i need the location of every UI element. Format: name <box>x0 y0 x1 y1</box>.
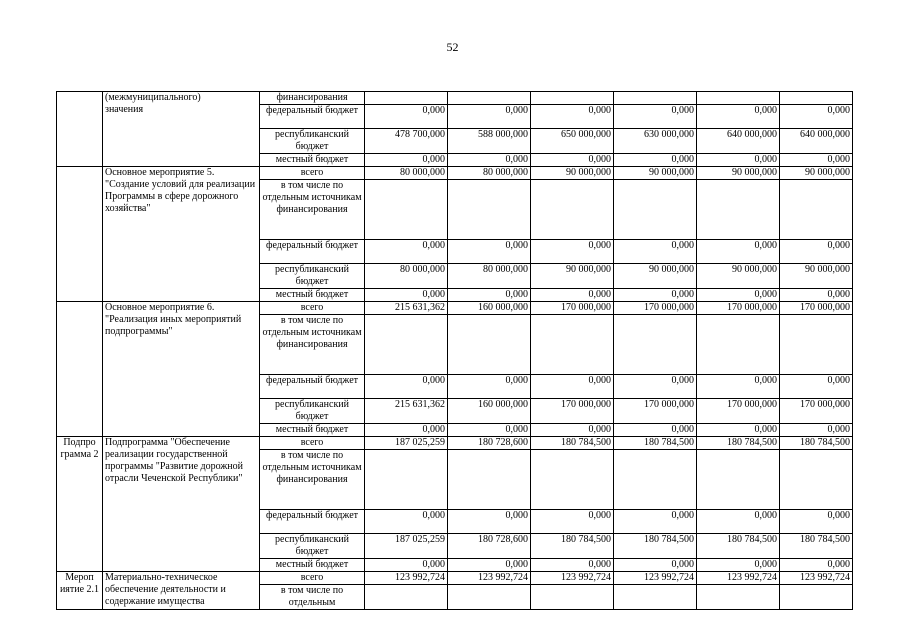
amount-cell: 0,000 <box>448 105 531 129</box>
program-name: Основное мероприятие 6. "Реализация иных мероприятий подпрограммы" <box>103 302 260 437</box>
amount-cell: 0,000 <box>365 510 448 534</box>
amount-cell: 0,000 <box>614 510 697 534</box>
amount-cell: 0,000 <box>697 289 780 302</box>
amount-cell: 0,000 <box>365 424 448 437</box>
amount-cell: 180 784,500 <box>697 534 780 559</box>
amount-cell: 90 000,000 <box>614 167 697 180</box>
funding-source: федеральный бюджет <box>260 375 365 399</box>
funding-source: республиканский бюджет <box>260 534 365 559</box>
funding-source: в том числе по отдельным источникам финансирования <box>260 315 365 375</box>
amount-cell <box>365 180 448 240</box>
amount-cell: 0,000 <box>448 289 531 302</box>
amount-cell <box>531 180 614 240</box>
amount-cell: 0,000 <box>365 240 448 264</box>
amount-cell: 170 000,000 <box>614 399 697 424</box>
table-row <box>57 167 853 180</box>
amount-cell: 0,000 <box>697 424 780 437</box>
amount-cell <box>614 450 697 510</box>
amount-cell: 180 784,500 <box>780 534 853 559</box>
amount-cell: 187 025,259 <box>365 437 448 450</box>
amount-cell: 0,000 <box>448 424 531 437</box>
amount-cell: 0,000 <box>365 559 448 572</box>
amount-cell: 0,000 <box>697 105 780 129</box>
amount-cell <box>697 315 780 375</box>
amount-cell: 0,000 <box>531 510 614 534</box>
table-row <box>57 302 853 315</box>
funding-source: республиканский бюджет <box>260 399 365 424</box>
amount-cell <box>531 315 614 375</box>
amount-cell: 170 000,000 <box>697 302 780 315</box>
amount-cell <box>697 585 780 610</box>
amount-cell: 170 000,000 <box>697 399 780 424</box>
funding-source: в том числе по отдельным источникам финансирования <box>260 180 365 240</box>
amount-cell: 187 025,259 <box>365 534 448 559</box>
amount-cell: 0,000 <box>365 154 448 167</box>
amount-cell: 0,000 <box>614 559 697 572</box>
program-code <box>57 92 103 167</box>
amount-cell: 0,000 <box>697 375 780 399</box>
funding-source: федеральный бюджет <box>260 510 365 534</box>
amount-cell: 180 728,600 <box>448 534 531 559</box>
amount-cell: 180 784,500 <box>531 437 614 450</box>
amount-cell: 80 000,000 <box>448 167 531 180</box>
amount-cell: 160 000,000 <box>448 302 531 315</box>
amount-cell: 90 000,000 <box>531 264 614 289</box>
amount-cell: 90 000,000 <box>780 264 853 289</box>
amount-cell: 0,000 <box>614 375 697 399</box>
amount-cell <box>531 92 614 105</box>
amount-cell <box>780 585 853 610</box>
funding-source: всего <box>260 437 365 450</box>
funding-source: местный бюджет <box>260 289 365 302</box>
amount-cell: 180 784,500 <box>780 437 853 450</box>
amount-cell: 0,000 <box>614 289 697 302</box>
amount-cell: 90 000,000 <box>697 167 780 180</box>
amount-cell: 0,000 <box>780 105 853 129</box>
amount-cell <box>448 92 531 105</box>
amount-cell: 0,000 <box>531 289 614 302</box>
amount-cell: 0,000 <box>448 510 531 534</box>
program-name: Подпрограмма "Обеспечение реализации государственной программы "Развитие дорожной отрасли Чеченской Республики" <box>103 437 260 572</box>
funding-source: местный бюджет <box>260 154 365 167</box>
amount-cell: 0,000 <box>780 424 853 437</box>
amount-cell: 0,000 <box>531 559 614 572</box>
amount-cell: 0,000 <box>365 105 448 129</box>
funding-source: федеральный бюджет <box>260 105 365 129</box>
funding-source: финансирования <box>260 92 365 105</box>
amount-cell: 123 992,724 <box>531 572 614 585</box>
amount-cell <box>448 180 531 240</box>
amount-cell: 123 992,724 <box>614 572 697 585</box>
amount-cell <box>531 450 614 510</box>
funding-source: всего <box>260 572 365 585</box>
amount-cell: 0,000 <box>614 105 697 129</box>
table-row <box>57 92 853 105</box>
funding-source: местный бюджет <box>260 424 365 437</box>
amount-cell: 0,000 <box>697 240 780 264</box>
amount-cell <box>614 92 697 105</box>
amount-cell: 0,000 <box>448 154 531 167</box>
amount-cell: 90 000,000 <box>697 264 780 289</box>
amount-cell: 0,000 <box>531 240 614 264</box>
amount-cell <box>697 92 780 105</box>
amount-cell: 123 992,724 <box>448 572 531 585</box>
amount-cell <box>448 585 531 610</box>
amount-cell: 0,000 <box>697 559 780 572</box>
table-row <box>57 572 853 585</box>
amount-cell <box>780 92 853 105</box>
amount-cell: 588 000,000 <box>448 129 531 154</box>
funding-source: местный бюджет <box>260 559 365 572</box>
amount-cell <box>365 315 448 375</box>
amount-cell: 170 000,000 <box>614 302 697 315</box>
amount-cell: 478 700,000 <box>365 129 448 154</box>
funding-source: республиканский бюджет <box>260 129 365 154</box>
amount-cell: 215 631,362 <box>365 302 448 315</box>
amount-cell <box>448 315 531 375</box>
amount-cell: 0,000 <box>614 424 697 437</box>
budget-table <box>56 91 853 610</box>
amount-cell <box>780 450 853 510</box>
amount-cell <box>614 585 697 610</box>
amount-cell: 650 000,000 <box>531 129 614 154</box>
amount-cell <box>780 180 853 240</box>
amount-cell: 180 784,500 <box>614 437 697 450</box>
amount-cell: 0,000 <box>614 240 697 264</box>
amount-cell: 180 784,500 <box>697 437 780 450</box>
program-code: Мероп иятие 2.1 <box>57 572 103 610</box>
program-code: Подпро грамма 2 <box>57 437 103 572</box>
amount-cell: 0,000 <box>780 375 853 399</box>
amount-cell: 0,000 <box>531 424 614 437</box>
amount-cell: 215 631,362 <box>365 399 448 424</box>
amount-cell: 123 992,724 <box>365 572 448 585</box>
amount-cell: 630 000,000 <box>614 129 697 154</box>
amount-cell: 0,000 <box>780 289 853 302</box>
program-name: (межмуниципального) значения <box>103 92 260 167</box>
amount-cell <box>365 450 448 510</box>
amount-cell <box>614 315 697 375</box>
amount-cell: 123 992,724 <box>697 572 780 585</box>
funding-source: всего <box>260 167 365 180</box>
amount-cell: 0,000 <box>697 154 780 167</box>
amount-cell: 90 000,000 <box>531 167 614 180</box>
amount-cell: 123 992,724 <box>780 572 853 585</box>
program-code <box>57 302 103 437</box>
program-name: Материально-техническое обеспечение деятельности и содержание имущества <box>103 572 260 610</box>
amount-cell: 170 000,000 <box>780 399 853 424</box>
amount-cell <box>614 180 697 240</box>
funding-source: всего <box>260 302 365 315</box>
amount-cell: 170 000,000 <box>780 302 853 315</box>
amount-cell: 0,000 <box>448 559 531 572</box>
funding-source: в том числе по отдельным источникам финансирования <box>260 450 365 510</box>
amount-cell: 0,000 <box>365 375 448 399</box>
table-row <box>57 437 853 450</box>
amount-cell <box>697 180 780 240</box>
amount-cell: 80 000,000 <box>365 264 448 289</box>
amount-cell: 170 000,000 <box>531 302 614 315</box>
page-number: 52 <box>446 40 459 54</box>
amount-cell: 0,000 <box>780 240 853 264</box>
amount-cell: 0,000 <box>614 154 697 167</box>
funding-source: федеральный бюджет <box>260 240 365 264</box>
amount-cell: 0,000 <box>780 559 853 572</box>
funding-source: в том числе по отдельным <box>260 585 365 610</box>
amount-cell: 0,000 <box>531 105 614 129</box>
amount-cell: 90 000,000 <box>780 167 853 180</box>
amount-cell: 80 000,000 <box>448 264 531 289</box>
amount-cell: 0,000 <box>448 240 531 264</box>
program-code <box>57 167 103 302</box>
amount-cell: 0,000 <box>365 289 448 302</box>
amount-cell: 170 000,000 <box>531 399 614 424</box>
amount-cell: 0,000 <box>448 375 531 399</box>
amount-cell: 180 728,600 <box>448 437 531 450</box>
amount-cell: 0,000 <box>697 510 780 534</box>
funding-source: республиканский бюджет <box>260 264 365 289</box>
amount-cell: 0,000 <box>780 510 853 534</box>
amount-cell <box>697 450 780 510</box>
amount-cell: 640 000,000 <box>780 129 853 154</box>
amount-cell: 0,000 <box>531 154 614 167</box>
amount-cell <box>531 585 614 610</box>
amount-cell: 0,000 <box>780 154 853 167</box>
amount-cell <box>365 92 448 105</box>
amount-cell: 640 000,000 <box>697 129 780 154</box>
amount-cell <box>780 315 853 375</box>
amount-cell: 180 784,500 <box>531 534 614 559</box>
amount-cell: 160 000,000 <box>448 399 531 424</box>
amount-cell <box>365 585 448 610</box>
amount-cell <box>448 450 531 510</box>
amount-cell: 0,000 <box>531 375 614 399</box>
amount-cell: 90 000,000 <box>614 264 697 289</box>
amount-cell: 80 000,000 <box>365 167 448 180</box>
amount-cell: 180 784,500 <box>614 534 697 559</box>
program-name: Основное мероприятие 5. "Создание условий для реализации Программы в сфере дорожного хозяйства" <box>103 167 260 302</box>
